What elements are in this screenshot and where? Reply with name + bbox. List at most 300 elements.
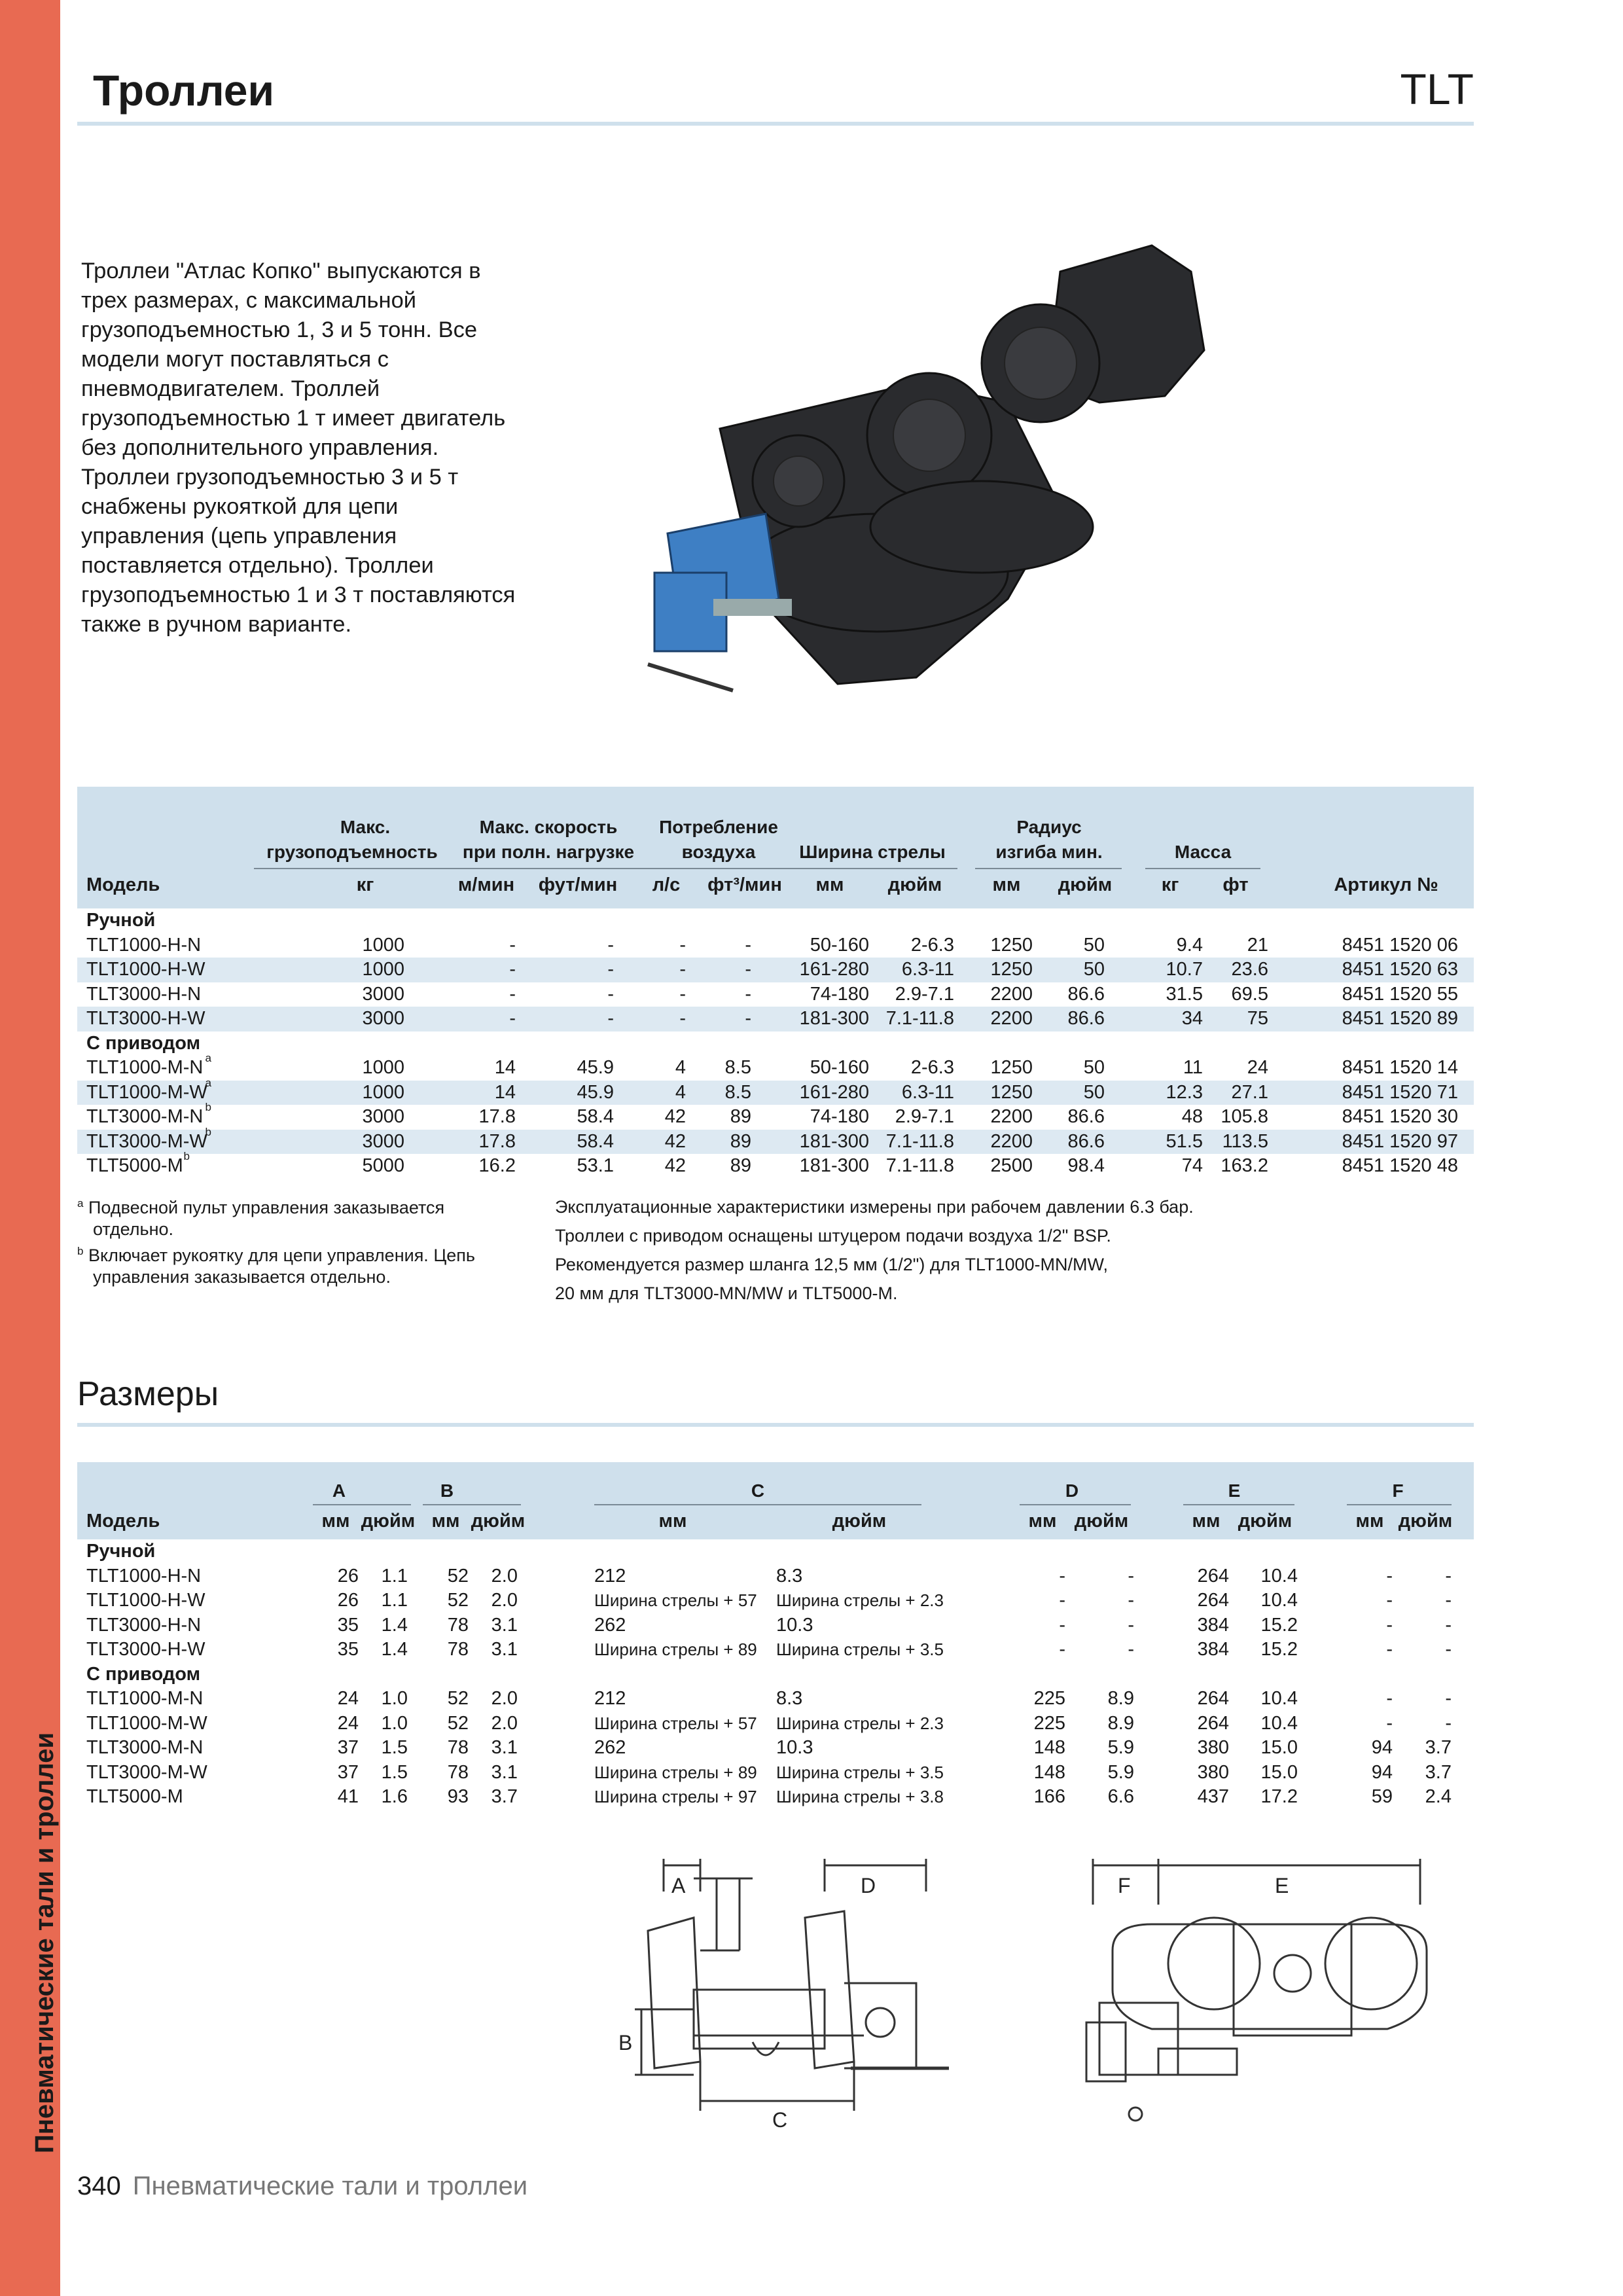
cell-model: TLT1000-M-N	[86, 1057, 204, 1078]
cell-model: TLT3000-H-W	[86, 1008, 205, 1029]
cell-ft3: -	[745, 959, 751, 980]
unit-mm: мм	[815, 874, 844, 895]
unit-m-min: м/мин	[457, 874, 515, 895]
dim-label-f: F	[1118, 1874, 1131, 1897]
table-row	[77, 958, 1474, 982]
table-row	[77, 1125, 1474, 1155]
cell-ls: 42	[664, 1130, 686, 1152]
unit-inch-2: дюйм	[1058, 874, 1113, 895]
cell-din: 8.9	[1107, 1688, 1134, 1709]
cell-cin: 10.3	[776, 1614, 813, 1636]
cell-bmm: 78	[447, 1614, 469, 1636]
hdr-underline	[1145, 868, 1260, 869]
cell-win: 7.1-11.8	[885, 1155, 954, 1176]
cell-rin: 86.6	[1067, 1106, 1105, 1127]
cell-fmm: -	[1386, 1639, 1393, 1660]
cell-rin: 50	[1083, 1057, 1105, 1078]
cell-wmm: 161-280	[799, 959, 869, 980]
cell-art: 8451 1520 06	[1342, 934, 1458, 956]
unit-ft: фт	[1222, 874, 1249, 895]
cell-wmm: 50-160	[810, 1057, 869, 1078]
dim-unit: дюйм	[1074, 1511, 1129, 1532]
cell-model: TLT3000-H-N	[86, 1614, 202, 1636]
cell-kg: 1000	[362, 934, 404, 956]
dimensions-title: Размеры	[77, 1375, 219, 1413]
cell-ein: 10.4	[1260, 1712, 1298, 1734]
cell-ein: 10.4	[1260, 1565, 1298, 1587]
hdr-radius-2: изгиба мин.	[995, 842, 1103, 862]
hdr-underline	[594, 1504, 921, 1505]
table-row	[77, 982, 1474, 1007]
cell-ft3: 8.5	[724, 1081, 751, 1103]
cell-fmm: -	[1386, 1712, 1393, 1734]
cell-model: TLT3000-M-N	[86, 1106, 204, 1127]
cell-ls: 42	[664, 1155, 686, 1176]
cell-din: -	[1128, 1614, 1134, 1636]
cell-mft: 69.5	[1231, 983, 1268, 1005]
cell-ft3: 8.5	[724, 1057, 751, 1078]
cell-cmm: Ширина стрелы + 57	[594, 1713, 757, 1733]
cell-rmm: 2200	[990, 1008, 1033, 1029]
cell-cin: Ширина стрелы + 3.5	[776, 1640, 944, 1659]
cell-art: 8451 1520 55	[1342, 983, 1458, 1005]
cell-ls: -	[679, 1008, 686, 1029]
page-title: Троллеи	[93, 66, 275, 115]
cell-bin: 3.1	[491, 1614, 518, 1636]
hdr-underline	[450, 868, 647, 869]
cell-fmm: -	[1386, 1565, 1393, 1587]
cell-bin: 2.0	[491, 1590, 518, 1611]
cell-dmm: 225	[1033, 1712, 1065, 1734]
cell-bmm: 52	[447, 1565, 469, 1587]
cell-ft3: 89	[730, 1130, 751, 1152]
cell-dmm: -	[1059, 1590, 1065, 1611]
cell-wmm: 50-160	[810, 934, 869, 956]
cell-model: TLT3000-M-W	[86, 1130, 207, 1152]
cell-ain: 1.1	[381, 1590, 408, 1611]
cell-emm: 264	[1197, 1590, 1229, 1611]
cell-rin: 98.4	[1067, 1155, 1105, 1176]
cell-ftmin: 58.4	[577, 1130, 614, 1152]
cell-ft3: -	[745, 983, 751, 1005]
cell-kg: 3000	[362, 1008, 404, 1029]
hdr-speed: Макс. скорость	[479, 817, 618, 837]
cell-ein: 10.4	[1260, 1590, 1298, 1611]
cell-ft3: -	[745, 934, 751, 956]
note-line: Эксплуатационные характеристики измерены при рабочем давлении 6.3 бар.	[555, 1197, 1194, 1217]
cell-art: 8451 1520 71	[1342, 1081, 1458, 1103]
cell-din: -	[1128, 1565, 1134, 1587]
cell-bin: 3.7	[491, 1786, 518, 1807]
cell-amm: 26	[337, 1590, 359, 1611]
cell-fmm: 94	[1371, 1737, 1393, 1758]
cell-bmm: 52	[447, 1590, 469, 1611]
spec-table-header	[77, 787, 1474, 908]
cell-ftmin: 58.4	[577, 1106, 614, 1127]
table-row	[77, 1564, 1474, 1589]
dim-label-d: D	[861, 1874, 876, 1897]
hdr-radius: Радиус	[1016, 817, 1082, 837]
cell-fmm: -	[1386, 1688, 1393, 1709]
footnote-ref: b	[205, 1125, 211, 1138]
hdr-underline	[1347, 1504, 1452, 1505]
cell-model: TLT1000-H-W	[86, 1590, 205, 1611]
cell-amm: 37	[337, 1761, 359, 1783]
dim-unit: мм	[1355, 1511, 1384, 1532]
dim-hdr-a: A	[332, 1480, 346, 1501]
cell-cin: 8.3	[776, 1565, 803, 1587]
note-line: 20 мм для TLT3000-MN/MW и TLT5000-M.	[555, 1283, 898, 1303]
cell-cmm: Ширина стрелы + 89	[594, 1762, 757, 1782]
cell-win: 6.3-11	[901, 959, 954, 980]
cell-bin: 2.0	[491, 1712, 518, 1734]
cell-mkg: 51.5	[1166, 1130, 1203, 1152]
table-row	[77, 1588, 1474, 1613]
footnote-ref: b	[183, 1150, 190, 1162]
cell-fin: 3.7	[1425, 1737, 1452, 1758]
cell-bmm: 52	[447, 1712, 469, 1734]
cell-ain: 1.1	[381, 1565, 408, 1587]
group-manual	[77, 908, 1474, 933]
cell-mft: 163.2	[1221, 1155, 1268, 1176]
unit-mm-2: мм	[992, 874, 1021, 895]
table-row	[77, 1076, 1474, 1105]
cell-model: TLT3000-M-N	[86, 1737, 204, 1758]
unit-article: Артикул №	[1334, 874, 1438, 895]
cell-kg: 3000	[362, 1130, 404, 1152]
cell-ain: 1.4	[381, 1614, 408, 1636]
group-powered	[77, 1031, 1474, 1056]
table-row	[77, 1613, 1474, 1638]
cell-cmm: Ширина стрелы + 89	[594, 1640, 757, 1659]
spec-table	[77, 787, 1474, 1179]
dim-table-header	[77, 1462, 1474, 1539]
hdr-underline	[975, 868, 1122, 869]
cell-kg: 5000	[362, 1155, 404, 1176]
footnote-b-text-2: управления заказывается отдельно.	[93, 1267, 391, 1287]
cell-emm: 384	[1197, 1639, 1229, 1660]
cell-model: TLT1000-H-N	[86, 1565, 202, 1587]
dim-unit-model: Модель	[86, 1511, 160, 1532]
cell-mft: 113.5	[1222, 1130, 1268, 1152]
cell-ein: 15.0	[1260, 1761, 1298, 1783]
hdr-underline	[1183, 1504, 1294, 1505]
cell-mmin: -	[509, 983, 516, 1005]
dim-label-b: B	[618, 2031, 633, 2054]
cell-ft3: 89	[730, 1106, 751, 1127]
cell-dmm: 166	[1033, 1786, 1065, 1807]
cell-bin: 2.0	[491, 1688, 518, 1709]
cell-cmm: Ширина стрелы + 57	[594, 1590, 757, 1610]
cell-rin: 50	[1083, 959, 1105, 980]
cell-model: TLT3000-H-W	[86, 1639, 205, 1660]
cell-cin: 10.3	[776, 1737, 813, 1758]
cell-ein: 17.2	[1260, 1786, 1298, 1807]
cell-fin: -	[1445, 1712, 1452, 1734]
cell-bin: 2.0	[491, 1565, 518, 1587]
cell-mmin: 17.8	[478, 1106, 516, 1127]
cell-mkg: 11	[1183, 1057, 1203, 1078]
cell-din: 8.9	[1107, 1712, 1134, 1734]
dim-hdr-e: E	[1228, 1480, 1241, 1501]
cell-din: 5.9	[1107, 1737, 1134, 1758]
unit-kg-2: кг	[1161, 874, 1179, 895]
table-row	[77, 1761, 1474, 1785]
table-row	[77, 1687, 1474, 1712]
cell-dmm: -	[1059, 1565, 1065, 1587]
dim-manual-rows	[77, 1564, 1474, 1662]
footnote-b-text: Включает рукоятку для цепи управления. Цепь	[88, 1246, 475, 1265]
cell-bin: 3.1	[491, 1639, 518, 1660]
cell-wmm: 181-300	[799, 1008, 869, 1029]
cell-amm: 24	[337, 1712, 359, 1734]
cell-ain: 1.4	[381, 1639, 408, 1660]
cell-bmm: 93	[447, 1786, 469, 1807]
group-label: Ручной	[86, 1541, 156, 1562]
cell-rin: 86.6	[1067, 1008, 1105, 1029]
cell-fin: 3.7	[1425, 1761, 1452, 1783]
cell-dmm: 225	[1033, 1688, 1065, 1709]
cell-dmm: 148	[1033, 1737, 1065, 1758]
cell-emm: 380	[1197, 1737, 1229, 1758]
group-label: Ручной	[86, 910, 156, 931]
cell-rin: 50	[1083, 934, 1105, 956]
dim-unit: мм	[1028, 1511, 1057, 1532]
cell-win: 2.9-7.1	[895, 1106, 954, 1127]
cell-model: TLT5000-M	[86, 1155, 183, 1176]
cell-cin: Ширина стрелы + 2.3	[776, 1590, 944, 1610]
footer-text: Пневматические тали и троллеи	[132, 2172, 528, 2200]
hdr-width: Ширина стрелы	[799, 842, 946, 862]
cell-ls: -	[679, 959, 686, 980]
spec-powered-rows	[77, 1052, 1474, 1179]
dim-label-a: A	[671, 1874, 686, 1897]
dim-unit: дюйм	[1238, 1511, 1293, 1532]
hdr-underline	[423, 1504, 521, 1505]
cell-rmm: 2200	[990, 1130, 1033, 1152]
cell-ain: 1.0	[381, 1688, 408, 1709]
hdr-underline	[313, 1504, 411, 1505]
dim-unit: мм	[321, 1511, 350, 1532]
cell-amm: 26	[337, 1565, 359, 1587]
cell-rmm: 2200	[990, 1106, 1033, 1127]
side-label: Пневматические тали и троллеи	[30, 1732, 59, 2153]
cell-ls: -	[679, 934, 686, 956]
dim-unit: дюйм	[1398, 1511, 1453, 1532]
table-row	[77, 1007, 1474, 1031]
cell-wmm: 74-180	[810, 983, 869, 1005]
dim-table	[77, 1462, 1474, 1810]
cell-art: 8451 1520 48	[1342, 1155, 1458, 1176]
footnote-b-mark: b	[77, 1245, 84, 1257]
unit-l-s: л/с	[652, 874, 681, 895]
cell-cmm: 212	[594, 1688, 626, 1709]
hdr-capacity-2: грузоподъемность	[266, 842, 438, 862]
cell-bmm: 78	[447, 1639, 469, 1660]
cell-bmm: 78	[447, 1761, 469, 1783]
hdr-underline	[1020, 1504, 1131, 1505]
dimension-drawing-side	[1073, 1852, 1440, 2127]
hdr-air-2: воздуха	[681, 842, 756, 862]
hdr-mass: Масса	[1174, 842, 1232, 862]
unit-model: Модель	[86, 874, 160, 895]
table-row	[77, 1101, 1474, 1130]
hdr-underline	[787, 868, 957, 869]
cell-mkg: 34	[1181, 1008, 1203, 1029]
footnote-a-text: Подвесной пульт управления заказывается	[88, 1198, 445, 1217]
cell-dmm: 148	[1033, 1761, 1065, 1783]
cell-kg: 3000	[362, 983, 404, 1005]
cell-ls: 42	[664, 1106, 686, 1127]
cell-mmin: -	[509, 959, 516, 980]
note-line: Троллеи с приводом оснащены штуцером подачи воздуха 1/2" BSP.	[555, 1226, 1111, 1246]
cell-fmm: -	[1386, 1590, 1393, 1611]
cell-art: 8451 1520 14	[1342, 1057, 1458, 1078]
header-rule	[77, 122, 1474, 126]
table-row	[77, 933, 1474, 958]
cell-model: TLT1000-M-W	[86, 1081, 207, 1103]
cell-ein: 10.4	[1260, 1688, 1298, 1709]
cell-fmm: -	[1386, 1614, 1393, 1636]
cell-model: TLT1000-M-N	[86, 1688, 204, 1709]
cell-fmm: 59	[1371, 1786, 1393, 1807]
product-code: TLT	[1400, 65, 1474, 113]
hdr-capacity: Макс.	[340, 817, 391, 837]
intro-text: Троллеи "Атлас Копко" выпускаются в трех размерах, с максимальной грузоподъемностью 1, 3 и 5 тонн. Все модели могут поставляться с пневмодвигателем. Троллей грузоподъемностью 1 т имеет двигатель без дополнительного управления. Троллеи грузоподъемностью 3 и 5 т снабжены рукояткой для цепи управления (цепь управления поставляется отдельно). Троллеи грузоподъемностью 1 и 3 т поставляются также в ручном варианте.	[81, 259, 516, 637]
cell-art: 8451 1520 30	[1342, 1106, 1458, 1127]
cell-mft: 24	[1247, 1057, 1268, 1078]
cell-din: 6.6	[1107, 1786, 1134, 1807]
footnote-a	[77, 1193, 535, 1288]
table-row	[77, 1638, 1474, 1662]
unit-inch: дюйм	[887, 874, 942, 895]
cell-ftmin: 53.1	[577, 1155, 614, 1176]
cell-emm: 384	[1197, 1614, 1229, 1636]
cell-fin: -	[1445, 1688, 1452, 1709]
cell-emm: 264	[1197, 1565, 1229, 1587]
hdr-air: Потребление	[659, 817, 778, 837]
cell-din: 5.9	[1107, 1761, 1134, 1783]
cell-ft3: -	[745, 1008, 751, 1029]
cell-art: 8451 1520 63	[1342, 959, 1458, 980]
unit-kg: кг	[356, 874, 374, 895]
cell-din: -	[1128, 1639, 1134, 1660]
hdr-underline	[254, 868, 450, 869]
cell-emm: 264	[1197, 1688, 1229, 1709]
cell-ftmin: 45.9	[577, 1057, 614, 1078]
cell-mmin: 16.2	[478, 1155, 516, 1176]
product-photo	[641, 232, 1348, 730]
drive-fitting	[713, 599, 792, 616]
page-footer	[77, 2172, 527, 2201]
footnote-ref: b	[205, 1101, 211, 1113]
group-label: С приводом	[86, 1032, 201, 1054]
dim-label-c: C	[772, 2108, 788, 2132]
cell-ftmin: -	[607, 1008, 614, 1029]
dimension-drawing-front	[618, 1852, 969, 2134]
cell-mft: 75	[1247, 1008, 1268, 1029]
cell-ftmin: -	[607, 983, 614, 1005]
cell-cmm: 262	[594, 1614, 626, 1636]
section-rule	[77, 1423, 1474, 1427]
cell-win: 7.1-11.8	[885, 1130, 954, 1152]
cell-win: 2-6.3	[910, 934, 954, 956]
cell-win: 2-6.3	[910, 1057, 954, 1078]
cell-rin: 86.6	[1067, 983, 1105, 1005]
cell-art: 8451 1520 97	[1342, 1130, 1458, 1152]
footnote-ref: a	[205, 1076, 211, 1089]
cell-mkg: 48	[1181, 1106, 1203, 1127]
cell-kg: 3000	[362, 1106, 404, 1127]
cell-wmm: 181-300	[799, 1130, 869, 1152]
cell-mft: 105.8	[1221, 1106, 1268, 1127]
dim-hdr-f: F	[1392, 1480, 1404, 1501]
footnote-ref: a	[205, 1052, 211, 1064]
cell-cin: Ширина стрелы + 3.8	[776, 1787, 944, 1806]
cell-mmin: 14	[494, 1057, 516, 1078]
table-row	[77, 1150, 1474, 1179]
cell-ain: 1.5	[381, 1761, 408, 1783]
cell-fin: 2.4	[1425, 1786, 1452, 1807]
cell-cmm: 212	[594, 1565, 626, 1587]
group-powered	[77, 1662, 1474, 1687]
dim-unit: мм	[658, 1511, 687, 1532]
cell-win: 6.3-11	[901, 1081, 954, 1103]
footnote-a-text-2: отдельно.	[93, 1219, 174, 1239]
table-row	[77, 1736, 1474, 1761]
cell-dmm: -	[1059, 1614, 1065, 1636]
cell-mft: 27.1	[1231, 1081, 1268, 1103]
dim-unit: дюйм	[361, 1511, 416, 1532]
cell-ein: 15.2	[1260, 1639, 1298, 1660]
cell-mmin: -	[509, 934, 516, 956]
cell-wmm: 74-180	[810, 1106, 869, 1127]
dim-label-e: E	[1275, 1874, 1289, 1897]
cell-amm: 37	[337, 1737, 359, 1758]
cell-mkg: 9.4	[1176, 934, 1203, 956]
cell-fin: -	[1445, 1590, 1452, 1611]
cell-mft: 23.6	[1231, 959, 1268, 980]
dim-hdr-d: D	[1065, 1480, 1079, 1501]
cell-model: TLT3000-H-N	[86, 983, 202, 1005]
cell-mmin: -	[509, 1008, 516, 1029]
cell-ls: 4	[675, 1057, 686, 1078]
cell-amm: 35	[337, 1614, 359, 1636]
hdr-speed-2: при полн. нагрузке	[462, 842, 635, 862]
unit-ft3-min: фт³/мин	[707, 874, 782, 895]
dim-unit: мм	[431, 1511, 460, 1532]
cell-fmm: 94	[1371, 1761, 1393, 1783]
cell-rmm: 2500	[990, 1155, 1033, 1176]
dim-hdr-c: C	[751, 1480, 765, 1501]
cell-fin: -	[1445, 1614, 1452, 1636]
cell-wmm: 161-280	[799, 1081, 869, 1103]
cell-fin: -	[1445, 1639, 1452, 1660]
unit-ft-min: фут/мин	[538, 874, 618, 895]
cell-bmm: 52	[447, 1688, 469, 1709]
cell-amm: 24	[337, 1688, 359, 1709]
cell-mmin: 14	[494, 1081, 516, 1103]
cell-win: 2.9-7.1	[895, 983, 954, 1005]
cell-mkg: 10.7	[1166, 959, 1203, 980]
dim-unit: мм	[1192, 1511, 1221, 1532]
page-number: 340	[77, 2172, 121, 2200]
note-line: Рекомендуется размер шланга 12,5 мм (1/2") для TLT1000-MN/MW,	[555, 1255, 1108, 1274]
cell-din: -	[1128, 1590, 1134, 1611]
cell-model: TLT1000-H-N	[86, 934, 202, 956]
table-row	[77, 1785, 1474, 1810]
cell-mkg: 74	[1181, 1155, 1203, 1176]
